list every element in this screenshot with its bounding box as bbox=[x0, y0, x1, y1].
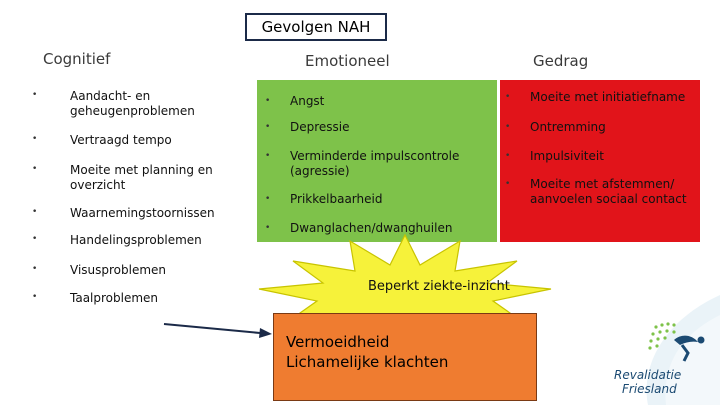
bullet: • bbox=[32, 90, 38, 100]
heading-gedrag: Gedrag bbox=[533, 52, 589, 70]
cognitief-item: Moeite met planning en overzicht bbox=[70, 163, 213, 192]
arrow-to-bottom-box bbox=[160, 318, 275, 340]
gedrag-item: Moeite met afstemmen/ aanvoelen sociaal contact bbox=[530, 177, 687, 206]
gedrag-item: Moeite met initiatiefname bbox=[530, 90, 686, 104]
cognitief-item: Aandacht- en geheugenproblemen bbox=[70, 89, 195, 118]
starburst-label: Beperkt ziekte-inzicht bbox=[368, 279, 510, 294]
gedrag-item: Ontremming bbox=[530, 120, 606, 134]
bullet: • bbox=[265, 151, 271, 161]
bullet: • bbox=[265, 122, 271, 132]
gedrag-item: Impulsiviteit bbox=[530, 149, 604, 163]
emotioneel-item: Verminderde impulscontrole (agressie) bbox=[290, 149, 460, 178]
bullet: • bbox=[265, 96, 271, 106]
cognitief-item: Visusproblemen bbox=[70, 263, 167, 277]
bullet: • bbox=[265, 223, 271, 233]
bullet: • bbox=[32, 234, 38, 244]
bullet: • bbox=[32, 207, 38, 217]
bottom-box-line1: Vermoeidheid bbox=[286, 333, 390, 351]
bullet: • bbox=[505, 179, 511, 189]
cognitief-item: Vertraagd tempo bbox=[70, 133, 172, 147]
emotioneel-item: Angst bbox=[290, 94, 325, 108]
bullet: • bbox=[32, 264, 38, 274]
bullet: • bbox=[505, 122, 511, 132]
bullet: • bbox=[32, 134, 38, 144]
bullet: • bbox=[32, 292, 38, 302]
diagram-title: Gevolgen NAH bbox=[245, 13, 387, 41]
bullet: • bbox=[32, 164, 38, 174]
logo-text-line2: Friesland bbox=[622, 382, 677, 396]
bottom-box bbox=[273, 313, 537, 401]
bottom-box-line2: Lichamelijke klachten bbox=[286, 353, 449, 371]
bullet: • bbox=[265, 194, 271, 204]
bullet: • bbox=[505, 92, 511, 102]
heading-emotioneel: Emotioneel bbox=[305, 52, 390, 70]
emotioneel-item: Depressie bbox=[290, 120, 350, 134]
cognitief-item: Handelingsproblemen bbox=[70, 233, 202, 247]
heading-cognitief: Cognitief bbox=[43, 50, 111, 68]
cognitief-item: Taalproblemen bbox=[70, 291, 159, 305]
cognitief-item: Waarnemingstoornissen bbox=[70, 206, 215, 220]
emotioneel-item: Prikkelbaarheid bbox=[290, 192, 383, 206]
bullet: • bbox=[505, 151, 511, 161]
emotioneel-item: Dwanglachen/dwanghuilen bbox=[290, 221, 453, 235]
logo-text-line1: Revalidatie bbox=[614, 368, 682, 382]
